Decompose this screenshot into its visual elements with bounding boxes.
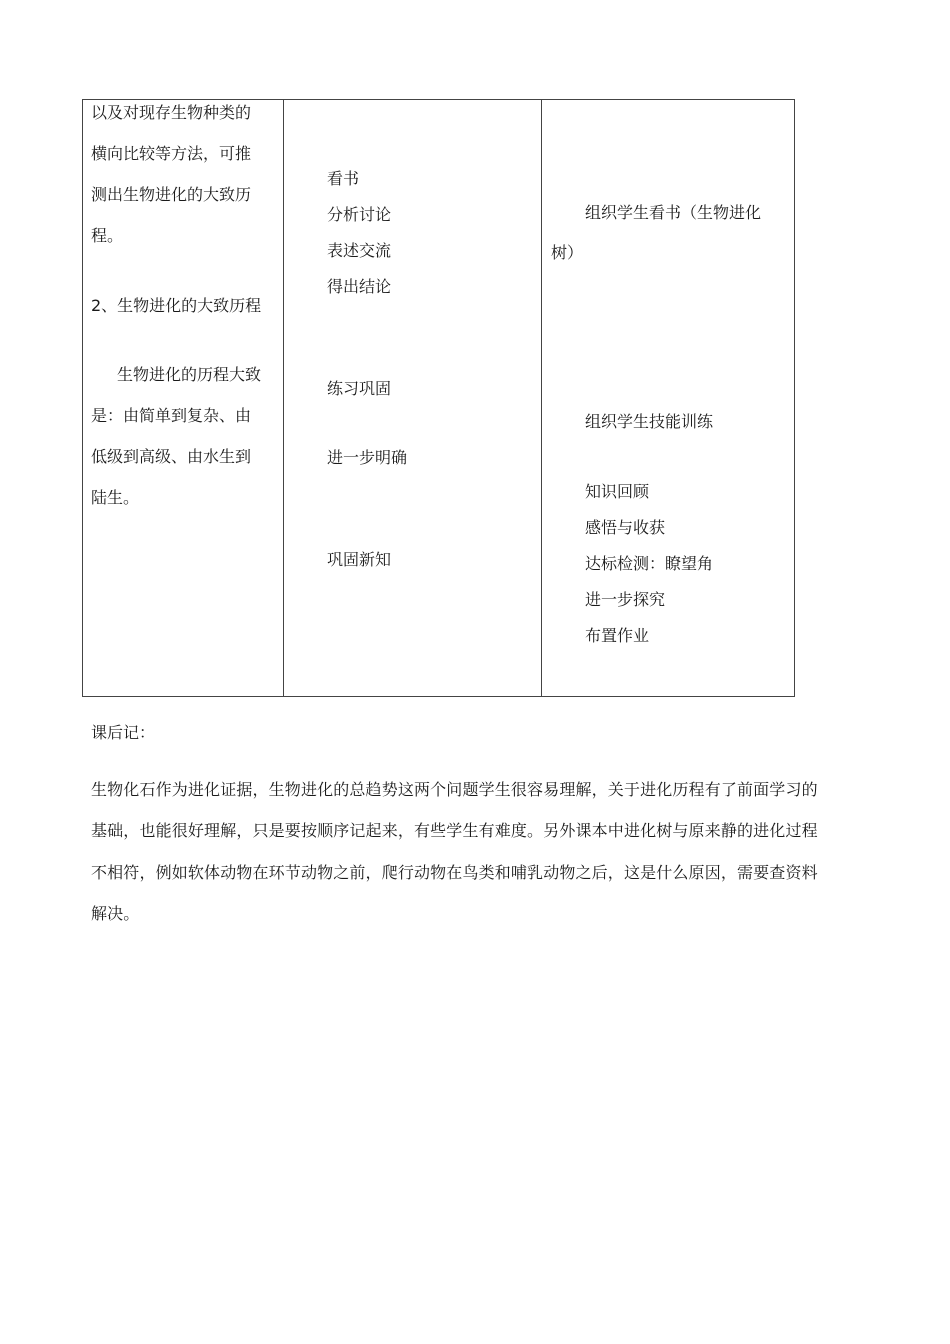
activity-item: 看书 [327, 169, 360, 188]
reflection-line: 不相符，例如软体动物在环节动物之前，爬行动物在鸟类和哺乳动物之后，这是什么原因，需要查资料 [91, 863, 818, 882]
column-divider [541, 100, 542, 696]
after-class-title: 课后记： [91, 723, 156, 742]
activity-item: 得出结论 [327, 277, 392, 296]
reflection-line: 解决。 [91, 904, 140, 923]
activity-item: 巩固新知 [327, 550, 392, 569]
content-line: 以及对现存生物种类的 [91, 103, 252, 122]
teacher-item: 布置作业 [585, 626, 650, 645]
column-divider [283, 100, 284, 696]
teacher-item: 进一步探究 [585, 590, 666, 609]
teacher-item: 知识回顾 [585, 482, 650, 501]
reflection-line: 基础，也能很好理解，只是要按顺序记起来，有些学生有难度。另外课本中进化树与原来静的进化过程 [91, 821, 818, 840]
content-line: 是：由简单到复杂、由 [91, 406, 252, 425]
content-line: 生物进化的历程大致 [117, 365, 262, 384]
teacher-item: 感悟与收获 [585, 518, 666, 537]
teacher-item: 达标检测：瞭望角 [585, 554, 714, 573]
reflection-line: 生物化石作为进化证据，生物进化的总趋势这两个问题学生很容易理解，关于进化历程有了前面学习的 [91, 780, 818, 799]
teacher-item: 组织学生看书（生物进化 [585, 203, 762, 222]
content-line: 陆生。 [91, 488, 140, 507]
activity-item: 进一步明确 [327, 448, 408, 467]
activity-item: 表述交流 [327, 241, 392, 260]
content-line: 低级到高级、由水生到 [91, 447, 252, 466]
teacher-item: 组织学生技能训练 [585, 412, 714, 431]
content-heading: 2、生物进化的大致历程 [91, 296, 262, 315]
teacher-item: 树） [551, 243, 584, 262]
activity-item: 分析讨论 [327, 205, 392, 224]
content-line: 测出生物进化的大致历 [91, 185, 252, 204]
activity-item: 练习巩固 [327, 379, 392, 398]
content-line: 横向比较等方法，可推 [91, 144, 252, 163]
content-line: 程。 [91, 226, 124, 245]
